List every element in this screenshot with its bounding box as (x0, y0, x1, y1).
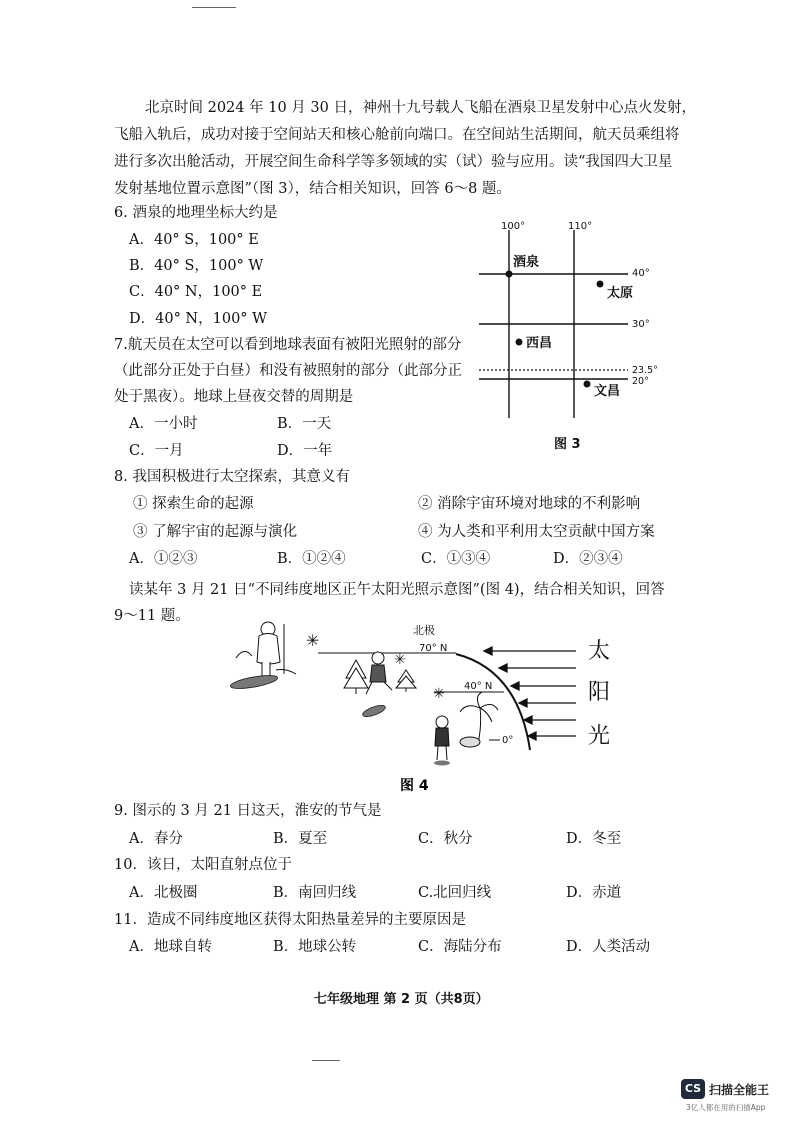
option-c: C．海陆分布 (418, 939, 502, 955)
intro-line: 北京时间 2024 年 10 月 30 日，神州十九号载人飞船在酒泉卫星发射中心点火发射， (145, 100, 696, 116)
mid-latitude-shadow (361, 703, 386, 719)
question-stem: 9. 图示的 3 月 21 日这天，淮安的节气是 (114, 803, 382, 819)
running-person-icon (366, 652, 392, 694)
sun-star-icon: ✳ (394, 652, 406, 668)
palm-tree-icon (460, 692, 498, 747)
page-footer: 七年级地理 第 2 页（共8页） (314, 992, 489, 1007)
place-jiuquan: 酒泉 (513, 255, 540, 270)
equator-person-icon (435, 716, 449, 760)
option-a: A．春分 (129, 831, 183, 847)
figure-3-launch-bases-map (470, 216, 670, 456)
option-b: B．40° S，100° W (129, 258, 264, 274)
option-a: A．地球自转 (129, 939, 212, 955)
arrowhead (524, 716, 532, 724)
north-pole-label: 北极 (413, 624, 435, 637)
place-wenchang: 文昌 (594, 384, 621, 399)
question-stem-line: 7.航天员在太空可以看到地球表面有被阳光照射的部分 (114, 337, 462, 353)
figure-4-noon-sunlight-diagram (226, 616, 626, 796)
option-d: D．赤道 (566, 885, 622, 901)
question-stem: 10．该日，太阳直射点位于 (114, 857, 292, 873)
wenchang-dot (584, 381, 591, 388)
sun-star-icon: ✳ (433, 686, 445, 702)
option-c: C．一月 (129, 443, 184, 459)
camscanner-logo-icon: CS (681, 1079, 705, 1099)
question-stem-line: 处于黑夜）。地球上昼夜交替的周期是 (114, 389, 354, 405)
lon-label: 100° (501, 221, 526, 232)
place-xichang: 西昌 (526, 336, 553, 351)
option-a: A．①②③ (129, 551, 198, 567)
option-b: B．①②④ (277, 551, 346, 567)
watermark-app-name: 扫描全能王 (709, 1083, 770, 1097)
option-a: A．一小时 (129, 416, 198, 432)
arrowhead (519, 699, 527, 707)
figure-3-caption: 图 3 (554, 437, 581, 452)
option-c: C.北回归线 (418, 885, 492, 901)
option-d: D．一年 (277, 443, 333, 459)
arrowhead (528, 732, 536, 740)
option-b: B．夏至 (273, 831, 328, 847)
intro-line: 发射基地位置示意图”（图 3），结合相关知识，回答 6～8 题。 (114, 181, 511, 197)
intro-line: 飞船入轨后，成功对接于空间站天和核心舱前向端口。在空间站生活期间，航天员乘组将 (114, 127, 680, 143)
option-d: D．②③④ (553, 551, 623, 567)
option-d: D．冬至 (566, 831, 622, 847)
intro-line: 读某年 3 月 21 日“不同纬度地区正午太阳光照示意图”(图 4)，结合相关知识，回答 (129, 582, 665, 598)
option-a: A．40° S，100° E (129, 232, 259, 248)
polar-person-icon (236, 622, 296, 676)
option-a: A．北极圈 (129, 885, 198, 901)
option-c: C．40° N，100° E (129, 284, 263, 300)
question-stem-line: （此部分正处于白昼）和没有被照射的部分（此部分正 (114, 363, 462, 379)
lat-label: 23.5° (632, 365, 658, 376)
option-d: D．人类活动 (566, 939, 651, 955)
intro-line: 进行多次出舱活动，开展空间生命科学等多领域的实（试）验与应用。读“我国四大卫星 (114, 154, 673, 170)
pine-tree-icon (344, 660, 368, 694)
option-b: B．一天 (277, 416, 332, 432)
lon-label: 110° (568, 221, 593, 232)
scan-mark-bottom (312, 1060, 340, 1061)
option-b: B．地球公转 (273, 939, 357, 955)
statement-4: ④ 为人类和平利用太空贡献中国方案 (418, 524, 655, 540)
lat-label: 30° (632, 319, 650, 330)
question-stem: 6. 酒泉的地理坐标大约是 (114, 205, 278, 221)
sun-char: 阳 (588, 680, 611, 705)
lat-label: 20° (632, 376, 649, 387)
lat-label-40: 40° N (464, 681, 493, 692)
jiuquan-dot (506, 271, 513, 278)
question-stem: 11．造成不同纬度地区获得太阳热量差异的主要原因是 (114, 912, 466, 928)
intro-line: 9～11 题。 (114, 608, 190, 624)
lat-label-0: 0° (502, 735, 514, 746)
equator-short-shadow (434, 761, 450, 766)
sun-star-icon: ✳ (306, 631, 320, 650)
arrowhead (484, 647, 492, 655)
statement-2: ② 消除宇宙环境对地球的不利影响 (418, 496, 641, 512)
arrowhead (511, 682, 519, 690)
option-d: D．40° N，100° W (129, 311, 268, 327)
xichang-dot (516, 339, 523, 346)
pine-tree-icon (396, 670, 416, 692)
watermark-tagline: 3亿人都在用的扫描App (686, 1103, 766, 1112)
arrowhead (499, 664, 507, 672)
statement-3: ③ 了解宇宙的起源与演化 (133, 524, 298, 540)
lat-label: 40° (632, 268, 650, 279)
polar-long-shadow (229, 673, 278, 691)
taiyuan-dot (597, 281, 604, 288)
scan-mark-top (192, 7, 236, 8)
option-b: B．南回归线 (273, 885, 357, 901)
lat-label-70: 70° N (419, 643, 448, 654)
option-c: C．秋分 (418, 831, 473, 847)
option-c: C．①③④ (421, 551, 491, 567)
question-stem: 8. 我国积极进行太空探索，其意义有 (114, 469, 350, 485)
sun-char: 光 (588, 724, 611, 749)
statement-1: ① 探索生命的起源 (133, 496, 254, 512)
sun-char: 太 (588, 639, 611, 664)
figure-4-caption: 图 4 (400, 778, 429, 794)
place-taiyuan: 太原 (607, 286, 634, 301)
